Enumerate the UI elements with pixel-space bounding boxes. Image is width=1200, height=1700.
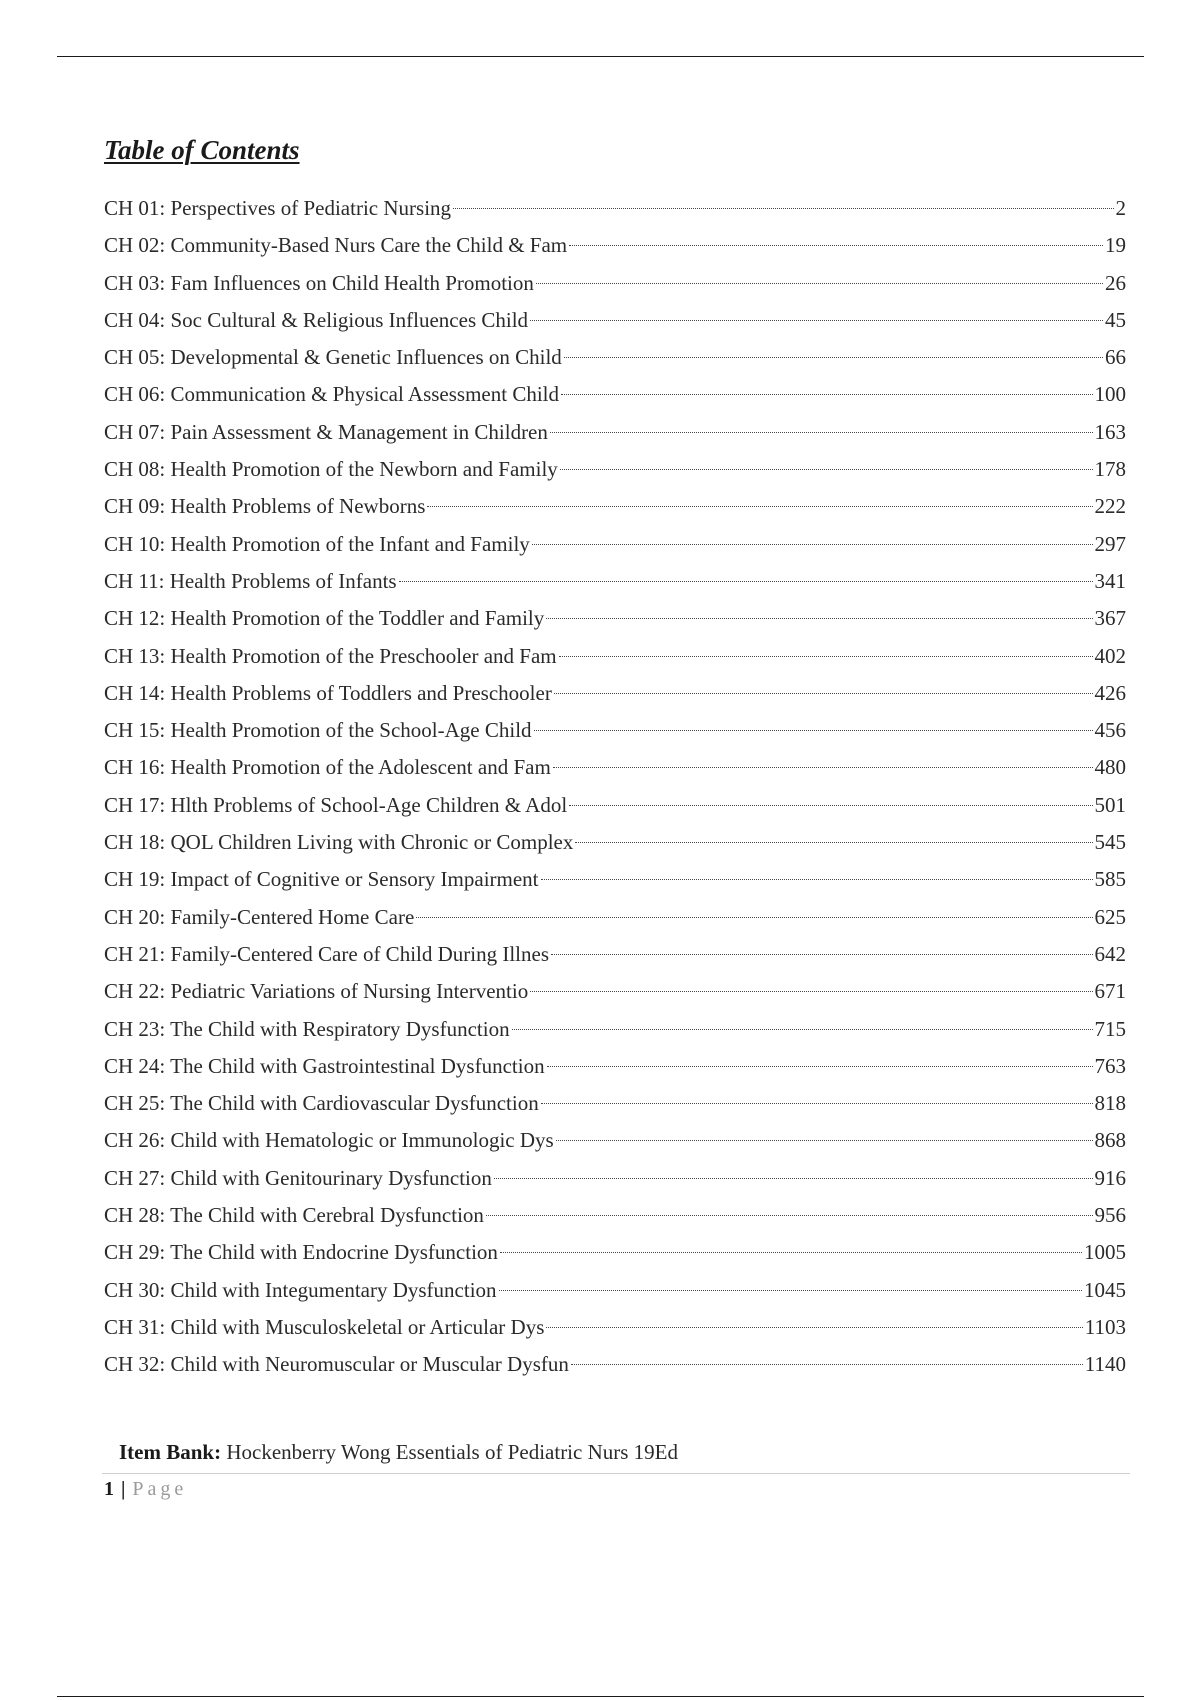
toc-entry-page: 2 (1115, 196, 1126, 220)
page-number-value: 1 (104, 1478, 114, 1500)
toc-entry-label: CH 23: The Child with Respiratory Dysfunction (104, 1016, 510, 1041)
toc-entry-label: CH 04: Soc Cultural & Religious Influences Child (104, 307, 529, 332)
toc-entry-leader (571, 1364, 1083, 1365)
toc-entry[interactable] (104, 1122, 1126, 1159)
toc-entry-page: 163 (1094, 419, 1126, 444)
toc-entry-label: CH 05: Developmental & Genetic Influences on Child (104, 345, 562, 370)
toc-entry-label: CH 16: Health Promotion of the Adolescent and Fam (104, 755, 551, 780)
toc-entry-page: 715 (1094, 1016, 1126, 1041)
toc-entry-page: 1103 (1084, 1314, 1126, 1339)
toc-entry-label: CH 17: Hlth Problems of School-Age Children & Adol (104, 792, 568, 817)
toc-entry-label: CH 27: Child with Genitourinary Dysfunction (104, 1165, 492, 1190)
toc-entry-label: CH 02: Community-Based Nurs Care the Child & Fam (104, 233, 568, 258)
toc-entry-leader (546, 618, 1092, 619)
toc-entry[interactable] (104, 265, 1126, 302)
toc-entry-leader (553, 767, 1093, 768)
toc-entry-page: 625 (1094, 904, 1126, 929)
toc-entry-page: 1005 (1084, 1240, 1126, 1265)
toc-entry-page: 100 (1094, 382, 1126, 407)
toc-entry[interactable] (104, 638, 1126, 675)
toc-entry-page: 26 (1105, 270, 1126, 295)
toc-entry[interactable] (104, 787, 1126, 824)
toc-entry[interactable] (104, 1272, 1126, 1309)
toc-entry-leader (530, 991, 1092, 992)
toc-entry-leader (541, 879, 1093, 880)
toc-entry[interactable] (104, 749, 1126, 786)
toc-entry-leader (500, 1252, 1082, 1253)
toc-entry[interactable] (104, 936, 1126, 973)
toc-entry-label: CH 03: Fam Influences on Child Health Promotion (104, 270, 534, 295)
toc-entry-page: 480 (1094, 755, 1126, 780)
toc-entry-label: CH 24: The Child with Gastrointestinal Dysfunction (104, 1053, 545, 1078)
toc-entry-page: 178 (1094, 457, 1126, 482)
toc-entry-page: 402 (1094, 643, 1126, 668)
toc-entry-leader (569, 805, 1092, 806)
toc-entry-leader (546, 1327, 1082, 1328)
toc-entry-leader (551, 954, 1092, 955)
footer-item-bank (119, 1440, 678, 1465)
header-rule (57, 56, 1144, 57)
toc-entry[interactable] (104, 1346, 1126, 1383)
toc-entry-page: 545 (1094, 830, 1126, 855)
toc-entry[interactable] (104, 1160, 1126, 1197)
toc-entry-leader (554, 693, 1093, 694)
toc-entry[interactable] (104, 712, 1126, 749)
toc-entry-page: 426 (1094, 680, 1126, 705)
toc-entry[interactable] (104, 973, 1126, 1010)
toc-entry-page: 1140 (1084, 1352, 1126, 1377)
toc-entry-leader (534, 730, 1093, 731)
toc-title: Table of Contents (104, 135, 300, 165)
toc-entry-page: 341 (1094, 568, 1126, 593)
toc-entry-leader (494, 1178, 1093, 1179)
toc-entry[interactable] (104, 563, 1126, 600)
toc-entry[interactable] (104, 1011, 1126, 1048)
toc-entry-label: CH 26: Child with Hematologic or Immunologic Dys (104, 1128, 554, 1153)
toc-entry-leader (416, 917, 1092, 918)
toc-entry-label: CH 20: Family-Centered Home Care (104, 904, 415, 929)
toc-entry-label: CH 21: Family-Centered Care of Child During Illnes (104, 941, 550, 966)
toc-entry-label: CH 12: Health Promotion of the Toddler and Family (104, 606, 545, 631)
toc-entry-label: CH 01: Perspectives of Pediatric Nursing (104, 196, 452, 220)
toc-entry-leader (536, 283, 1103, 284)
toc-entry-page: 501 (1094, 792, 1126, 817)
toc-entry-leader (547, 1066, 1093, 1067)
toc-entry-leader (532, 544, 1093, 545)
toc-entry-label: CH 07: Pain Assessment & Management in Children (104, 419, 548, 444)
toc-entry-page: 956 (1094, 1203, 1126, 1228)
toc-entry-page: 585 (1094, 867, 1126, 892)
page-number-word: Page (132, 1478, 188, 1500)
toc-entry-label: CH 25: The Child with Cardiovascular Dysfunction (104, 1091, 539, 1116)
toc-entry[interactable] (104, 227, 1126, 264)
toc-entry[interactable] (104, 1309, 1126, 1346)
toc-entry-page: 19 (1105, 233, 1126, 258)
toc-entry-label: CH 29: The Child with Endocrine Dysfunction (104, 1240, 498, 1265)
toc-entry-label: CH 22: Pediatric Variations of Nursing Interventio (104, 979, 529, 1004)
toc-entry-label: CH 15: Health Promotion of the School-Age Child (104, 718, 532, 743)
toc-entry-page: 297 (1094, 531, 1126, 556)
toc-entry-leader (550, 432, 1093, 433)
footer-rule (102, 1473, 1130, 1474)
toc-entry-page: 367 (1094, 606, 1126, 631)
toc-entry[interactable] (104, 824, 1126, 861)
toc-entry[interactable] (104, 899, 1126, 936)
page-number (104, 1478, 187, 1501)
toc-entry[interactable] (104, 302, 1126, 339)
toc-entry-label: CH 13: Health Promotion of the Preschooler and Fam (104, 643, 557, 668)
toc-entry-page: 456 (1094, 718, 1126, 743)
toc-entry-page: 66 (1105, 345, 1126, 370)
toc-entry[interactable] (104, 339, 1126, 376)
toc-entry-leader (560, 469, 1093, 470)
toc-entry[interactable] (104, 1197, 1126, 1234)
toc-entry-label: CH 18: QOL Children Living with Chronic or Complex (104, 830, 574, 855)
toc-entry-page: 642 (1094, 941, 1126, 966)
toc-entry[interactable] (104, 526, 1126, 563)
toc-entry-page: 868 (1094, 1128, 1126, 1153)
toc-entry-label: CH 31: Child with Musculoskeletal or Articular Dys (104, 1314, 545, 1339)
toc-entry-leader (399, 581, 1093, 582)
toc-entry[interactable] (104, 861, 1126, 898)
toc-entry-leader (453, 208, 1113, 209)
toc-entry-leader (427, 506, 1092, 507)
toc-entry[interactable] (104, 1234, 1126, 1271)
toc-list (104, 190, 1126, 1384)
toc-entry-label: CH 14: Health Problems of Toddlers and Preschooler (104, 680, 552, 705)
toc-entry-label: CH 06: Communication & Physical Assessment Child (104, 382, 560, 407)
toc-entry[interactable] (104, 600, 1126, 637)
page-number-separator: | (121, 1478, 126, 1500)
toc-entry-label: CH 10: Health Promotion of the Infant and Family (104, 531, 530, 556)
toc-entry-page: 818 (1094, 1091, 1126, 1116)
toc-entry-label: CH 32: Child with Neuromuscular or Muscular Dysfun (104, 1352, 569, 1377)
toc-entry-label: CH 11: Health Problems of Infants (104, 568, 397, 593)
toc-entry-leader (561, 394, 1092, 395)
footer-label: Item Bank: (119, 1440, 222, 1464)
toc-entry[interactable] (104, 1048, 1126, 1085)
toc-entry[interactable] (104, 675, 1126, 712)
toc-entry-page: 222 (1094, 494, 1126, 519)
footer-book-title: Hockenberry Wong Essentials of Pediatric Nurs 19Ed (226, 1440, 678, 1464)
toc-entry-label: CH 08: Health Promotion of the Newborn and Family (104, 457, 558, 482)
toc-entry[interactable] (104, 1085, 1126, 1122)
toc-entry-label: CH 28: The Child with Cerebral Dysfunction (104, 1203, 484, 1228)
toc-entry-page: 1045 (1084, 1277, 1126, 1302)
toc-entry-leader (499, 1290, 1082, 1291)
toc-entry-leader (564, 357, 1103, 358)
toc-entry-label: CH 09: Health Problems of Newborns (104, 494, 426, 519)
toc-entry-leader (569, 245, 1103, 246)
toc-entry-page: 45 (1105, 307, 1126, 332)
toc-entry[interactable] (104, 376, 1126, 413)
toc-entry-page: 916 (1094, 1165, 1126, 1190)
toc-entry-page: 763 (1094, 1053, 1126, 1078)
toc-entry-leader (559, 656, 1093, 657)
toc-entry[interactable] (104, 414, 1126, 451)
toc-entry[interactable] (104, 190, 1126, 227)
toc-entry[interactable] (104, 451, 1126, 488)
toc-entry-leader (575, 842, 1092, 843)
toc-entry[interactable] (104, 488, 1126, 525)
toc-entry-label: CH 30: Child with Integumentary Dysfunction (104, 1277, 497, 1302)
toc-entry-leader (556, 1140, 1093, 1141)
toc-entry-page: 671 (1094, 979, 1126, 1004)
footer-bottom-rule (57, 1696, 1144, 1697)
toc-entry-leader (541, 1103, 1093, 1104)
toc-entry-leader (530, 320, 1103, 321)
toc-entry-label: CH 19: Impact of Cognitive or Sensory Impairment (104, 867, 539, 892)
toc-entry-leader (486, 1215, 1093, 1216)
toc-entry-leader (512, 1029, 1093, 1030)
